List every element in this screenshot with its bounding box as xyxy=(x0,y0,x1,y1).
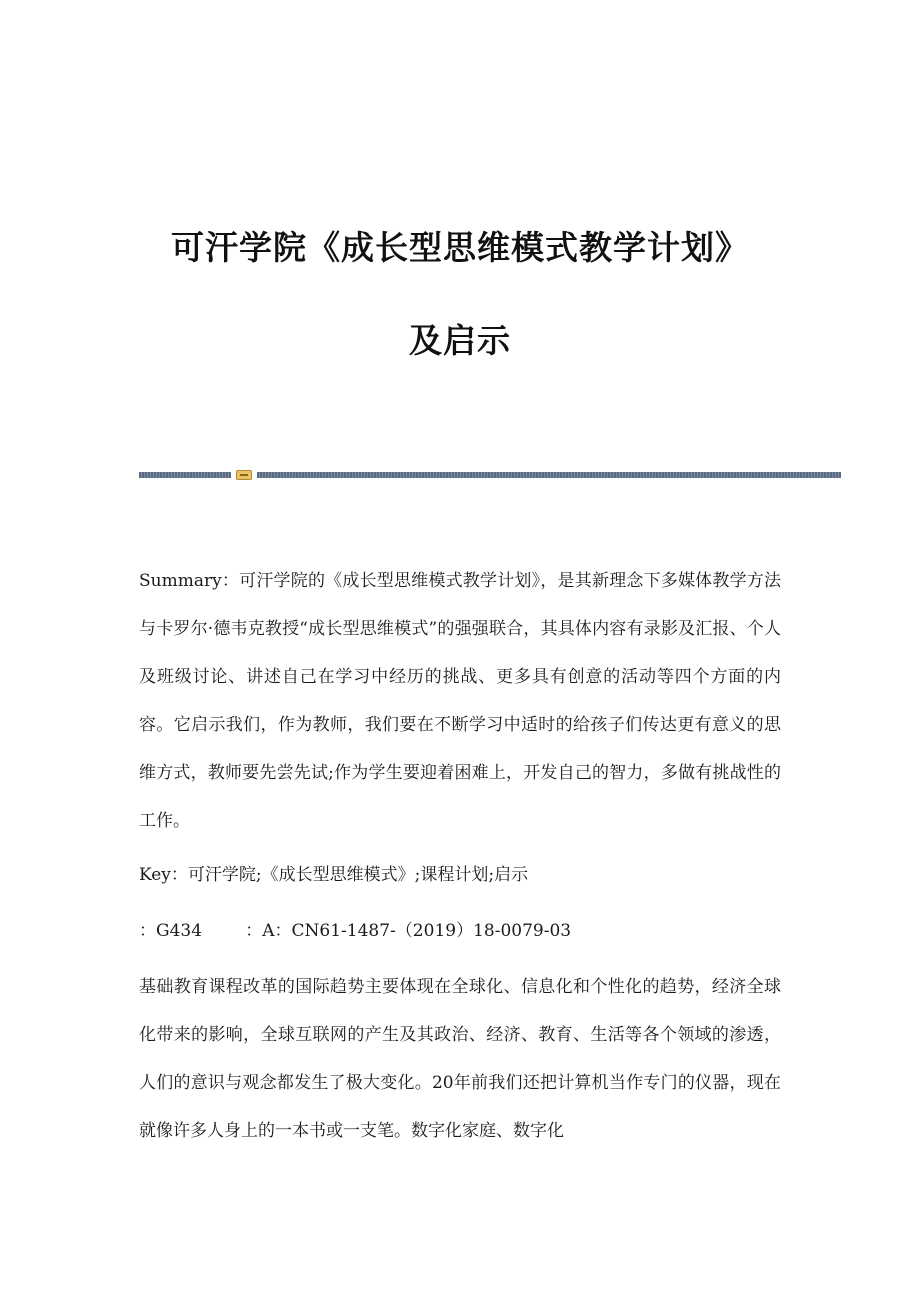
divider-bar-right xyxy=(257,472,841,478)
summary-paragraph xyxy=(139,557,781,845)
codes-line xyxy=(139,907,781,955)
document-title-line2: 及启示 xyxy=(409,321,511,360)
document-title-line1: 可汗学院《成长型思维模式教学计划》 xyxy=(171,228,749,267)
document-code: ：A：CN61-1487-（2019）18-0079-03 xyxy=(245,921,572,941)
divider-bar-left xyxy=(139,472,231,478)
keywords-line xyxy=(139,851,781,899)
keywords-label: Key： xyxy=(139,865,188,885)
summary-label: Summary： xyxy=(139,571,240,591)
keywords-text: 可汗学院;《成长型思维模式》;课程计划;启示 xyxy=(187,865,529,885)
decorative-divider xyxy=(139,470,841,480)
classification-code: ：G434 xyxy=(139,921,203,941)
summary-text: 可汗学院的《成长型思维模式教学计划》，是其新理念下多媒体教学方法与卡罗尔·德韦克教授“成长型思维模式”的强强联合，其具体内容有录影及汇报、个人及班级讨论、讲述自己在学习中经历的挑战、更多具有创意的活动等四个方面的内容。它启示我们，作为教师，我们要在不断学习中适时的给孩子们传达更有意义的思维方式，教师要先尝先试;作为学生要迎着困难上，开发自己的智力，多做有挑战性的工作。 xyxy=(139,571,782,831)
divider-ornament-icon xyxy=(236,470,252,480)
body-paragraph-1: 基础教育课程改革的国际趋势主要体现在全球化、信息化和个性化的趋势，经济全球化带来的影响，全球互联网的产生及其政治、经济、教育、生活等各个领域的渗透，人们的意识与观念都发生了极大变化。20年前我们还把计算机当作专门的仪器，现在就像许多人身上的一本书或一支笔。数字化家庭、数字化 xyxy=(139,977,781,1141)
